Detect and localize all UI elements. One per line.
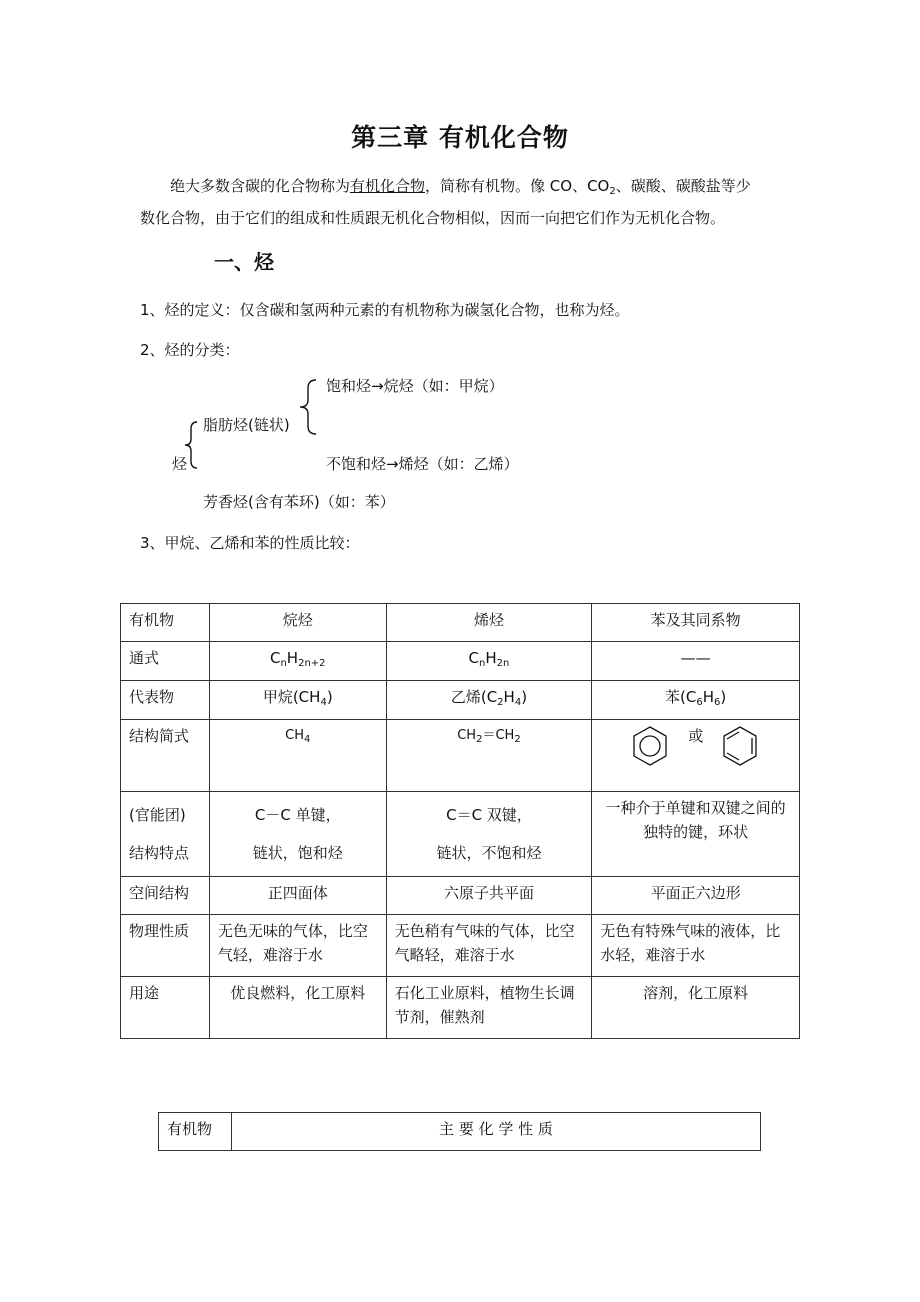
intro-line-1: 绝大多数含碳的化合物称为有机化合物，简称有机物。像 CO、$CO_2$、碳酸、碳酸盐等少 <box>170 177 751 197</box>
item-definition: 1、烃的定义：仅含碳和氢两种元素的有机物称为碳氢化合物，也称为烃。 <box>140 301 630 319</box>
alkene-features: C＝C 双键， 链状，不饱和烃 <box>386 792 592 877</box>
table-row-spatial <box>121 877 800 915</box>
alkane-physical: 无色无味的气体，比空气轻，难溶于水 <box>209 915 386 977</box>
alkane-features: C－C 单键， 链状，饱和烃 <box>209 792 386 877</box>
header-cell: 烷烃 <box>209 604 386 642</box>
alkane-general-formula: $C_nH_{2n+2}$ <box>209 642 386 681</box>
table-row-header <box>159 1113 761 1151</box>
item-comparison: 3、甲烷、乙烯和苯的性质比较： <box>140 534 360 552</box>
row-label: (官能团) 结构特点 <box>121 792 210 877</box>
alkene-uses: 石化工业原料，植物生长调节剂，催熟剂 <box>386 977 592 1039</box>
header-cell: 苯及其同系物 <box>592 604 800 642</box>
methane-structure: $CH_4$ <box>209 720 386 792</box>
benzene-spatial: 平面正六边形 <box>592 877 800 915</box>
header-cell: 主 要 化 学 性 质 <box>231 1113 760 1151</box>
class-aromatic: 芳香烃(含有苯环)（如：苯） <box>203 493 395 511</box>
methane-cell: 甲烷$(CH_4)$ <box>209 681 386 720</box>
class-saturated: 饱和烃→烷烃（如：甲烷） <box>326 377 504 395</box>
benzene-structure <box>592 720 800 792</box>
page-title: 第三章 有机化合物 <box>351 123 569 152</box>
row-label: 用途 <box>121 977 210 1039</box>
table-row-representative <box>121 681 800 720</box>
benzene-cell: 苯$(C_6H_6)$ <box>592 681 800 720</box>
benzene-physical: 无色有特殊气味的液体，比水轻，难溶于水 <box>592 915 800 977</box>
alkane-uses: 优良燃料，化工原料 <box>209 977 386 1039</box>
class-aliphatic: 脂肪烃(链状) <box>203 416 290 434</box>
table-row-physical <box>121 915 800 977</box>
header-cell: 有机物 <box>159 1113 232 1151</box>
organic-compound-term: 有机化合物 <box>350 177 426 195</box>
benzene-uses: 溶剂，化工原料 <box>592 977 800 1039</box>
brace-aliphatic-icon <box>296 378 320 436</box>
intro-paragraph <box>140 173 800 231</box>
row-label: 空间结构 <box>121 877 210 915</box>
benzene-general-formula: —— <box>592 642 800 681</box>
class-root: 烃 <box>172 455 188 473</box>
row-label: 结构简式 <box>121 720 210 792</box>
section-heading: 一、烃 <box>214 250 274 274</box>
properties-table <box>158 1112 761 1151</box>
ethylene-cell: 乙烯$(C_2H_4)$ <box>386 681 592 720</box>
row-label: 物理性质 <box>121 915 210 977</box>
alkene-spatial: 六原子共平面 <box>386 877 592 915</box>
row-label: 代表物 <box>121 681 210 720</box>
alkene-general-formula: $C_nH_{2n}$ <box>386 642 592 681</box>
or-text: 或 <box>688 727 704 745</box>
intro-line-2: 数化合物，由于它们的组成和性质跟无机化合物相似，因而一向把它们作为无机化合物。 <box>140 209 726 227</box>
ethylene-structure: $CH_2=CH_2$ <box>386 720 592 792</box>
class-unsaturated: 不饱和烃→烯烃（如：乙烯） <box>326 455 519 473</box>
row-label: 通式 <box>121 642 210 681</box>
alkane-spatial: 正四面体 <box>209 877 386 915</box>
benzene-features: 一种介于单键和双键之间的独特的键，环状 <box>592 792 800 877</box>
table-row-general-formula <box>121 642 800 681</box>
header-cell: 烯烃 <box>386 604 592 642</box>
benzene-kekule-icon <box>720 724 760 768</box>
alkene-physical: 无色稍有气味的气体，比空气略轻，难溶于水 <box>386 915 592 977</box>
header-cell: 有机物 <box>121 604 210 642</box>
comparison-table <box>120 603 800 1039</box>
benzene-ring-circle-icon <box>630 724 670 768</box>
table-row-features <box>121 792 800 877</box>
item-classification: 2、烃的分类： <box>140 341 240 359</box>
table-row-uses <box>121 977 800 1039</box>
table-row-header <box>121 604 800 642</box>
table-row-structure <box>121 720 800 792</box>
